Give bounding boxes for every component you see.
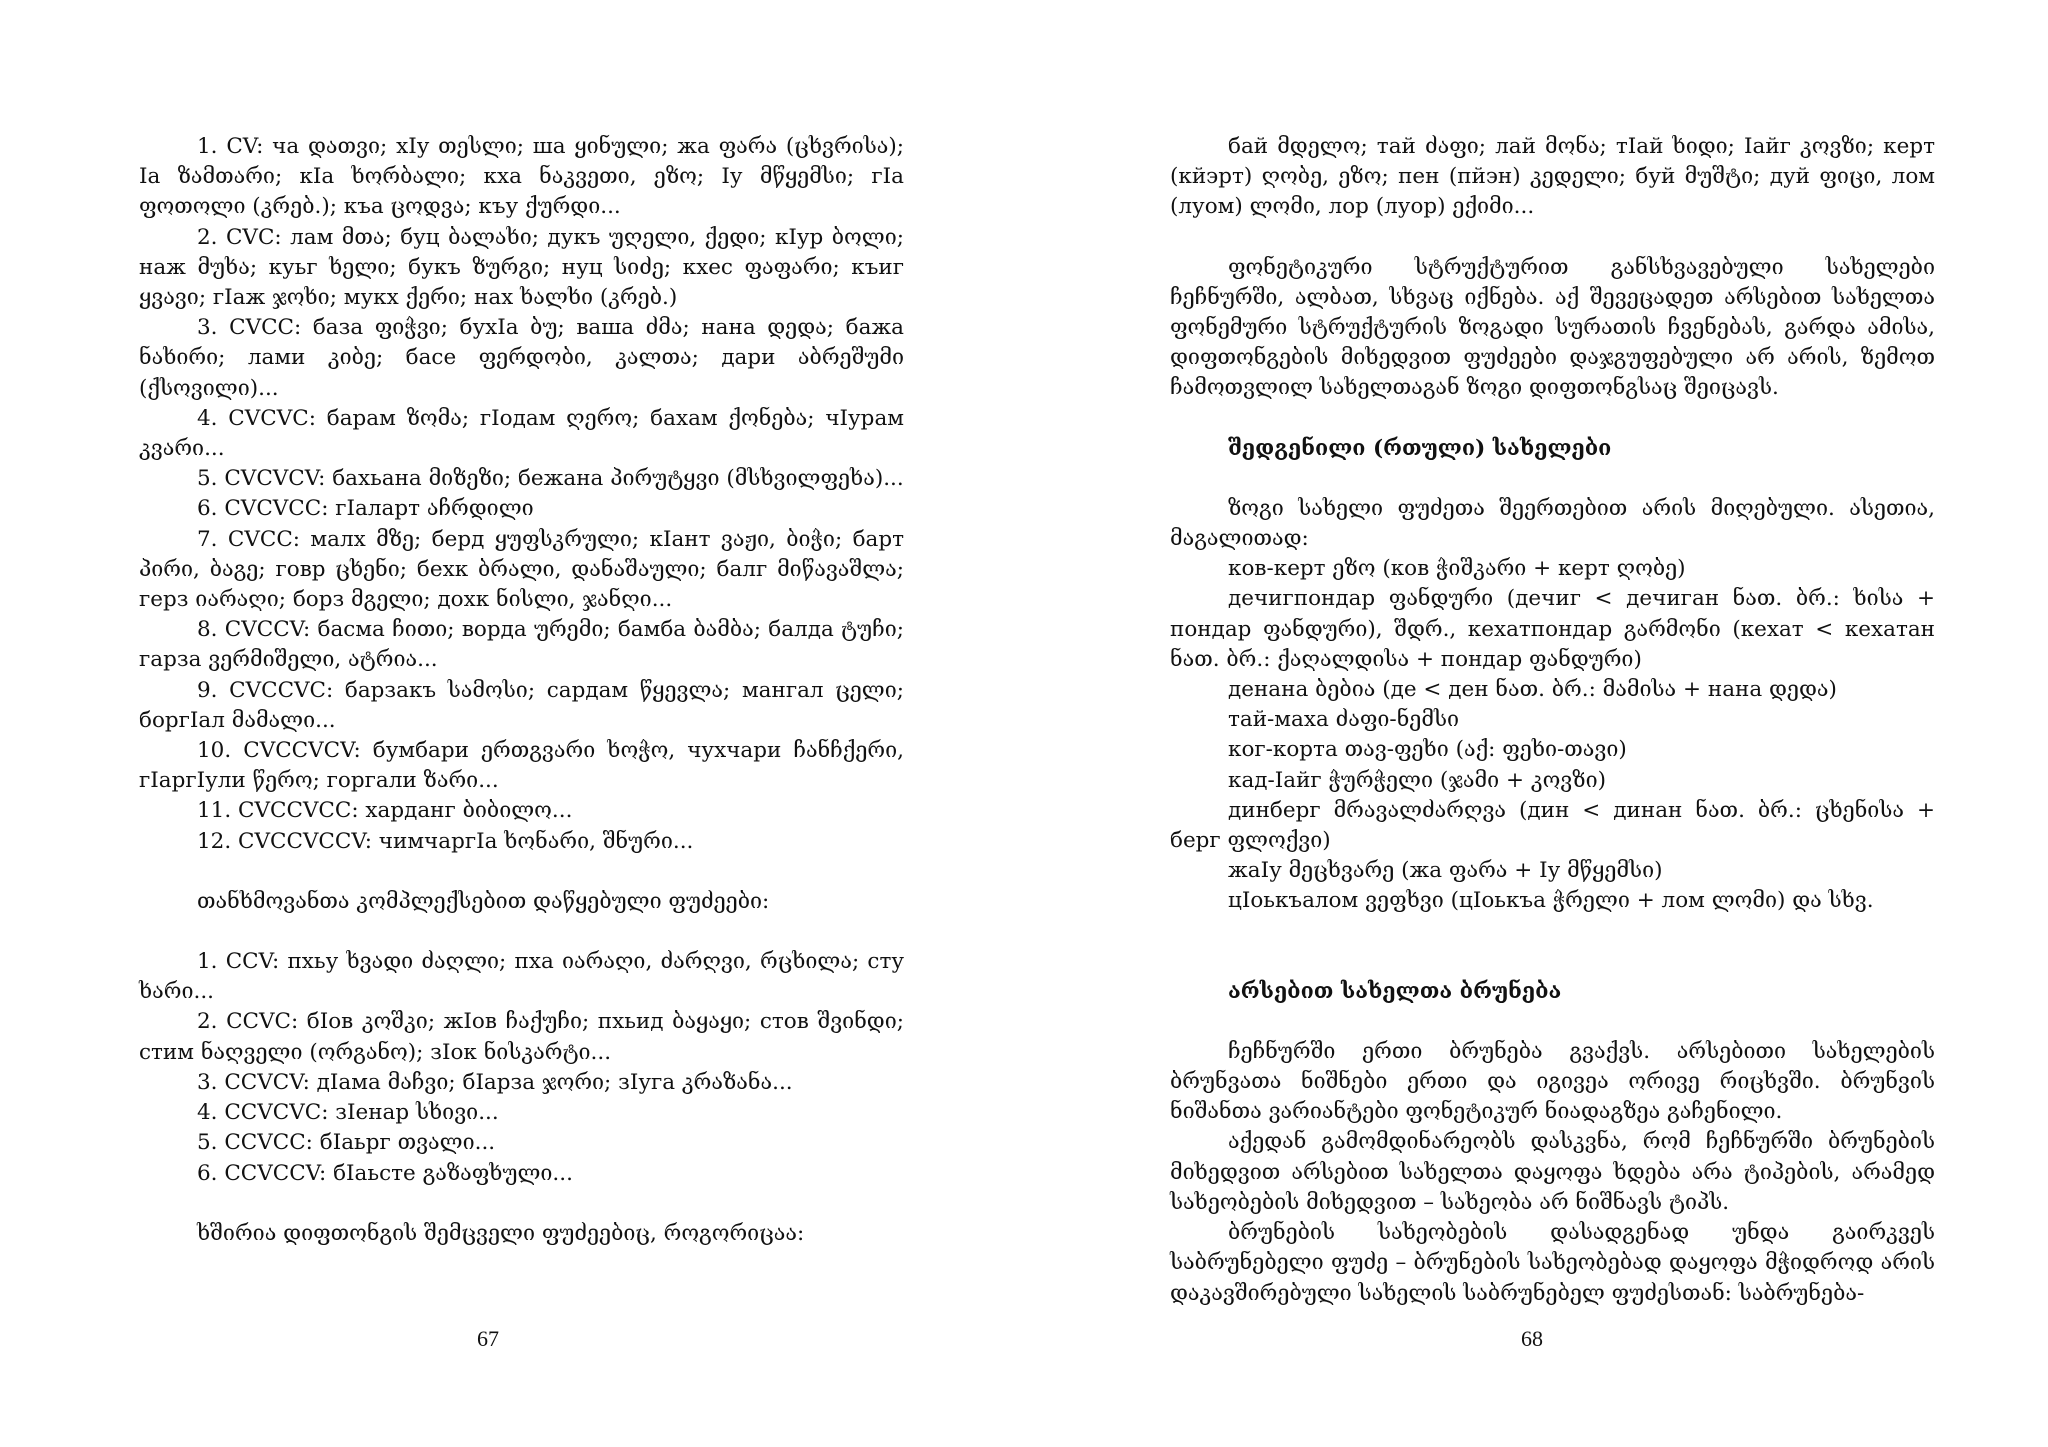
paragraph: 2. CVC: лам მთა; буц ბალახი; дукъ უღელი, ქედი; кIур ბოლი; наж მუხა; куьг ხელი; букъ ზურგი; нуц სიძე; кхес ფაფარი; къиг ყვავი; гIаж ჯოხი; мукх ქერი; нах ხალხი (კრებ.) xyxy=(139,224,904,311)
blank-line xyxy=(139,917,904,947)
section-heading: არსებით სახელთა ბრუნება xyxy=(1228,978,1562,1004)
paragraph: 7. CVCC: малх მზე; берд ყუფსკრული; кIант ვაჟი, ბიჭი; барт პირი, ბაგე; говр ცხენი; бехк ბრალი, დანაშაული; балг მიწავაშლა; герз იარაღი; борз მგელი; дохк ნისლი, ჯანღი... xyxy=(139,526,904,613)
left-page-text xyxy=(139,132,904,1249)
blank-line xyxy=(139,857,904,887)
paragraph: ზოგი სახელი ფუძეთა შეერთებით არის მიღებული. ასეთია, მაგალითად: xyxy=(1170,495,1935,552)
paragraph: 5. CVCVCV: бахьана მიზეზი; бежана პირუტყვი (მსხვილფეხა)... xyxy=(197,466,904,492)
right-page xyxy=(1024,0,2048,1447)
text-line: 3. CCVCV: дIама მაჩვი; бIарза ჯორი; зIуга კრაზანა... xyxy=(197,1069,793,1095)
paragraph: 4. CVCVC: барам ზომა; гIодам ღერო; бахам ქონება; чIурам კვარი... xyxy=(139,405,904,462)
blank-line xyxy=(1170,1007,1935,1037)
paragraph: бай მდელო; тай ძაფი; лай მონა; тIай ხიდი; Iайг კოვზი; керт (кйэрт) ღობე, ეზო; пен (пйэн) კედელი; буй მუშტი; дуй ფიცი, лом (луом) ლომი, лор (луор) ექიმი... xyxy=(1170,134,1935,220)
paragraph: 1. CV: ча დათვი; хIу თესლი; ша ყინული; жа ფარა (ცხვრისა); Iа ზამთარი; кIа ხორბალი; кха ნაკვეთი, ეზო; Iу მწყემსი; гIа ფოთოლი (კრებ.); къа ცოდვა; къу ქურდი... xyxy=(139,134,904,220)
blank-line xyxy=(1170,223,1935,253)
blank-line xyxy=(1170,947,1935,977)
text-line: тай-маха ძაფი-ნემსი xyxy=(1228,707,1460,733)
page-number-right: 68 xyxy=(1521,1326,1543,1351)
paragraph: 8. CVCCV: басма ჩითი; ворда ურემი; бамба ბამბა; балда ტუჩი; гарза ვერმიშელი, ატრია... xyxy=(139,617,904,673)
text-line: жаIу მეცხვარე (жа ფარა + Iу მწყემსი) xyxy=(1228,858,1663,884)
paragraph: 10. CVCCVCV: бумбари ერთგვარი ხოჭო, чухчари ჩანჩქერი, гIаргIули წერო; горгали ზარი... xyxy=(139,738,904,794)
paragraph: 9. CVCCVC: барзакъ სამოსი; сардам წყევლა; мангал ცელი; боргIал მამალი... xyxy=(139,677,904,733)
paragraph: дечигпондар ფანდური (дечиг < дечиган ნათ. ბრ.: ხისა + пондар ფანდური), შდრ., кехатпондар გარმონი (кехат < кехатан ნათ. ბრ.: ქაღალდისა + пондар ფანდური) xyxy=(1170,586,1935,672)
paragraph: აქედან გამომდინარეობს დასკვნა, რომ ჩეჩნურში ბრუნების მიხედვით არსებით სახელთა დაყოფა ხდება არა ტიპების, არამედ სახეობების მიხედვით – სახეობა არ ნიშნავს ტიპს. xyxy=(1170,1129,1935,1215)
right-page-text xyxy=(1170,132,1935,1309)
paragraph: 3. CVCC: база ფიჭვი; бухIа ბუ; ваша ძმა; нана დედა; бажа ნახირი; лами კიბე; басе ფერდობი, კალთა; дари აბრეშუმი (ქსოვილი)... xyxy=(139,315,904,401)
paragraph: ბრუნების სახეობების დასადგენად უნდა გაირკვეს საბრუნებელი ფუძე – ბრუნების სახეობებად დაყოფა მჭიდროდ არის დაკავშირებული სახელის საბრუნებელ ფუძესთან: საბრუნება- xyxy=(1170,1220,1935,1306)
blank-line xyxy=(139,1189,904,1219)
text-line: თანხმოვანთა კომპლექსებით დაწყებული ფუძეები: xyxy=(197,888,770,914)
text-line: ხშირია დიფთონგის შემცველი ფუძეებიც, როგორიცაა: xyxy=(197,1220,805,1246)
paragraph: динберг მრავალძარღვა (дин < динан ნათ. ბრ.: ცხენისა + берг ფლოქვი) xyxy=(1170,797,1935,854)
text-line: ког-корта თავ-ფეხი (აქ: ფეხი-თავი) xyxy=(1228,737,1627,763)
text-line: 4. CCVCVC: зIенар სხივი... xyxy=(197,1100,499,1126)
text-line: 6. CCVCCV: бIаьсте გაზაფხული... xyxy=(197,1160,573,1186)
paragraph: 2. CCVC: бIов კოშკი; жIов ჩაქუჩი; пхьид ბაყაყი; стов შვინდი; стим ნაღველი (ორგანო); зIок ნისკარტი... xyxy=(139,1009,904,1065)
text-line: 5. CCVCC: бIаьрг თვალი... xyxy=(197,1130,496,1156)
text-line: 12. CVCCVCCV: чимчаргIа ხონარი, შნური... xyxy=(197,828,694,854)
paragraph: 6. CVCVCC: гIаларт აჩრდილი xyxy=(197,496,534,522)
section-heading: შედგენილი (რთული) სახელები xyxy=(1228,435,1612,461)
paragraph: ჩეჩნურში ერთი ბრუნება გვაქვს. არსებითი სახელების ბრუნვათა ნიშნები ერთი და იგივეა ორივე რიცხვში. ბრუნვის ნიშანთა ვარიანტები ფონეტიკურ ნიადაგზეა გაჩენილი. xyxy=(1170,1038,1935,1125)
blank-line xyxy=(1170,464,1935,494)
text-line: ков-керт ეზო (ков ჭიშკარი + керт ღობე) xyxy=(1228,556,1686,582)
page-number-left: 67 xyxy=(477,1326,499,1351)
paragraph: ფონეტიკური სტრუქტურით განსხვავებული სახელები ჩეჩნურში, ალბათ, სხვაც იქნება. აქ შევეცადეთ არსებით სახელთა ფონემური სტრუქტურის ზოგადი სურათის ჩვენებას, გარდა ამისა, დიფთონგების მიხედვით ფუძეები დაჯგუფებული არ არის, ზემოთ ჩამოთვლილ სახელთაგან ზოგი დიფთონგსაც შეიცავს. xyxy=(1170,254,1935,401)
blank-line xyxy=(1170,404,1935,434)
text-line: цIоькъалом ვეფხვი (цIоькъа ჭრელი + лом ლომი) და სხვ. xyxy=(1228,888,1874,914)
text-line: кад-Iайг ჭურჭელი (ჯამი + კოვზი) xyxy=(1228,767,1606,793)
paragraph: 1. CCV: пхьу ხვადი ძაღლი; пха იარაღი, ძარღვი, რცხილა; сту ხარი... xyxy=(139,949,904,1005)
blank-line xyxy=(1170,917,1935,947)
text-line: 11. CVCCVCC: харданг ბიბილო... xyxy=(197,798,573,824)
text-line: денана ბებია (де < ден ნათ. ბრ.: მამისა + нана დედა) xyxy=(1228,677,1837,703)
